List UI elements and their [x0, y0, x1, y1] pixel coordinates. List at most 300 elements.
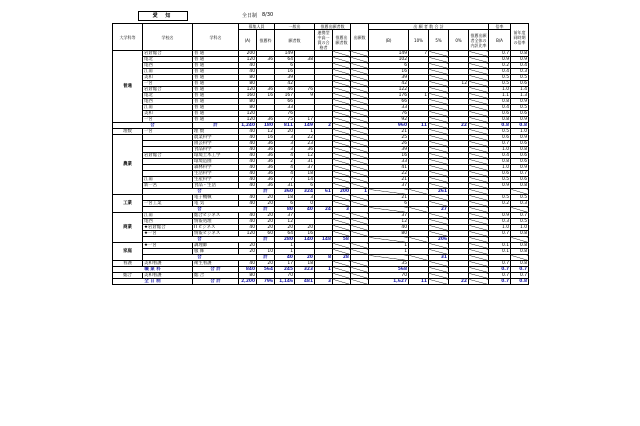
capacity-cell: 40: [239, 201, 257, 207]
capacity-cell: 40: [239, 135, 257, 141]
recommend-cell: 36: [257, 165, 275, 171]
prev-ratio-cell: 0.5: [511, 195, 529, 201]
col-prev: 前年度同時期の倍率: [511, 24, 529, 51]
general-cell: 8: [315, 255, 333, 261]
recommend-cell: 324: [295, 189, 315, 195]
ratio-cell: 0.7: [489, 141, 511, 147]
ratio-cell: 0.8: [489, 159, 511, 165]
dept-cell: 情報ビジネス: [193, 231, 239, 237]
rec-applicants-cell: 6: [295, 183, 315, 189]
rec-applicants-cell: 3: [295, 195, 315, 201]
total-cell: 6: [369, 63, 409, 69]
prev-ratio-cell: 0.8: [511, 123, 529, 129]
category-cell: 理数: [113, 129, 143, 135]
capacity-cell: 40: [239, 195, 257, 201]
recommend-cell: 36: [257, 147, 275, 153]
prev-ratio-cell: 0.7: [511, 171, 529, 177]
dept-cell: 合 計: [193, 279, 239, 285]
total-cell: 176: [369, 93, 409, 99]
school-cell: ★岩倉総合: [143, 225, 193, 231]
school-cell: 一宮: [143, 129, 193, 135]
ratio-cell: 0.5: [489, 81, 511, 87]
total-cell: 37: [369, 183, 409, 189]
general-cell: 1,146: [275, 279, 295, 285]
prev-ratio-cell: 1.0: [511, 225, 529, 231]
total-cell: 26: [369, 141, 409, 147]
capacity-cell: 40: [239, 171, 257, 177]
recommend-cell: 36: [257, 159, 275, 165]
rec-sub-cell: 2: [315, 123, 333, 129]
capacity-cell: 40: [239, 165, 257, 171]
prev-ratio-cell: 0.9: [511, 57, 529, 63]
total-cell: 70: [369, 273, 409, 279]
capacity-cell: 120: [239, 111, 257, 117]
col-total: 出 願 者 数 合 計: [369, 24, 489, 30]
rec-applicants-cell: 16: [295, 231, 315, 237]
pct10-cell: 11: [409, 123, 429, 129]
capacity-cell: 80: [239, 99, 257, 105]
dept-cell: 普 通: [193, 63, 239, 69]
school-cell: 一宮: [143, 117, 193, 123]
capacity-cell: 200: [239, 51, 257, 57]
school-cell: 岩倉総合: [143, 153, 193, 159]
total-cell: 1: [369, 249, 409, 255]
prev-ratio-cell: 0.3: [511, 69, 529, 75]
total-cell: 35: [369, 261, 409, 267]
school-cell: 尾北: [143, 93, 193, 99]
rec-sub-cell: 1: [351, 189, 369, 195]
school-cell: ★一宮: [143, 231, 193, 237]
total-cell: 1: [369, 243, 409, 249]
prev-ratio-cell: 0.7: [511, 273, 529, 279]
capacity-cell: 120: [239, 117, 257, 123]
ratio-cell: 0.7: [489, 279, 511, 285]
general-cell: 4: [275, 153, 295, 159]
pct0-cell: 12: [449, 81, 469, 87]
dept-cell: 衛生看護: [193, 261, 239, 267]
sheet-header: [112, 8, 528, 23]
dept-cell: 調理師: [193, 243, 239, 249]
total-cell: 102: [369, 57, 409, 63]
col-recommend: 推薦枠: [257, 30, 275, 51]
general-cell: 245: [275, 267, 295, 273]
rec-applicants-cell: 323: [295, 267, 315, 273]
dept-cell: 情報処理: [193, 219, 239, 225]
prev-ratio-cell: 0.9: [511, 135, 529, 141]
prev-ratio-cell: 0.7: [511, 213, 529, 219]
prev-ratio-cell: 0.8: [511, 279, 529, 285]
ratio-cell: 1.0: [489, 147, 511, 153]
rec-applicants-cell: 20: [295, 225, 315, 231]
ratio-cell: 0.9: [489, 183, 511, 189]
col-rec: 推薦出願者数: [315, 24, 351, 30]
general-cell: 2: [275, 159, 295, 165]
rec-applicants-cell: 18: [295, 261, 315, 267]
capacity-cell: 80: [275, 207, 295, 213]
dept-cell: 環境造園: [193, 159, 239, 165]
recommend-cell: 20: [295, 255, 315, 261]
total-cell: 12: [369, 219, 409, 225]
total-cell: 16: [369, 153, 409, 159]
prev-ratio-cell: 0.9: [511, 99, 529, 105]
col-p0: 0%: [449, 30, 469, 51]
capacity-cell: 80: [239, 105, 257, 111]
dept-cell: 計: [257, 255, 275, 261]
table-body: [113, 51, 529, 285]
capacity-cell: 20: [239, 243, 257, 249]
rec-applicants-cell: 149: [295, 123, 315, 129]
dept-cell: 普 通: [193, 93, 239, 99]
dept-cell: 計: [257, 237, 275, 243]
dept-cell: 普 通: [193, 75, 239, 81]
total-cell: 22: [369, 171, 409, 177]
row-label: 合: [143, 237, 257, 243]
total-cell: 27: [429, 207, 449, 213]
general-cell: 3: [275, 135, 295, 141]
school-cell: ★一宮: [143, 243, 193, 249]
general-cell: 61: [315, 189, 333, 195]
prev-ratio-cell: 0.6: [511, 153, 529, 159]
recommend-cell: 180: [257, 123, 275, 129]
total-cell: 39: [369, 147, 409, 153]
dept-cell: 普 通: [193, 105, 239, 111]
recommend-cell: 140: [295, 237, 315, 243]
ratio-cell: 0.3: [489, 219, 511, 225]
prev-ratio-cell: 0.5: [511, 75, 529, 81]
total-cell: 149: [369, 51, 409, 57]
capacity-cell: 120: [239, 57, 257, 63]
general-cell: 3: [275, 147, 295, 153]
dept-cell: 生活科学: [193, 171, 239, 177]
general-cell: 42: [275, 81, 295, 87]
capacity-cell: 40: [239, 147, 257, 153]
rec-applicants-cell: 18: [295, 171, 315, 177]
total-cell: 37: [369, 213, 409, 219]
pct10-cell: 1: [409, 93, 429, 99]
rec-applicants-cell: 3: [333, 207, 351, 213]
col-capacity: 募集人員: [239, 24, 275, 30]
recommend-cell: 796: [257, 279, 275, 285]
ratio-cell: 0.8: [489, 117, 511, 123]
capacity-cell: 80: [239, 75, 257, 81]
rec-applicants-cell: 36: [295, 147, 315, 153]
rec-applicants-cell: 76: [295, 87, 315, 93]
prev-ratio-cell: 1.0: [511, 129, 529, 135]
capacity-cell: 40: [239, 183, 257, 189]
region-label: 愛 知: [138, 11, 188, 21]
capacity-cell: 160: [239, 93, 257, 99]
row-label: 全 日 制: [113, 279, 193, 285]
school-cell: 尾西: [143, 219, 193, 225]
school-cell: 新一宮: [143, 183, 193, 189]
general-cell: 31: [275, 183, 295, 189]
admission-sheet: [112, 8, 528, 285]
rec-applicants-cell: 28: [333, 255, 351, 261]
ratio-cell: 0.2: [489, 201, 511, 207]
capacity-cell: 360: [275, 189, 295, 195]
dept-cell: 食品・生活: [193, 183, 239, 189]
total-cell: 960: [369, 123, 409, 129]
general-cell: 20: [275, 225, 295, 231]
total-cell: 122: [369, 87, 409, 93]
dept-cell: 普 通: [193, 117, 239, 123]
prev-ratio-cell: 0.8: [511, 261, 529, 267]
dept-cell: 普 通: [193, 81, 239, 87]
col-general: 一般出: [275, 24, 315, 30]
capacity-cell: 40: [239, 141, 257, 147]
general-cell: 1: [275, 249, 295, 255]
total-cell: 206: [429, 237, 449, 243]
recommend-cell: 40: [295, 207, 315, 213]
total-cell: 21: [369, 195, 409, 201]
general-cell: 12: [275, 219, 295, 225]
school-cell: 美和: [143, 75, 193, 81]
rec-sub-cell: 3: [315, 279, 333, 285]
dept-cell: 理 数: [193, 129, 239, 135]
rec-applicants-cell: 22: [295, 135, 315, 141]
prev-ratio-cell: 0.6: [511, 111, 529, 117]
subtitle: 全日制: [242, 13, 258, 19]
row-label: 合: [113, 123, 193, 129]
recommend-cell: 12: [257, 129, 275, 135]
dept-cell: 環境土木工学: [193, 153, 239, 159]
category-cell: 商業: [113, 213, 143, 243]
pct0-cell: 22: [449, 123, 469, 129]
school-cell: 尾北: [143, 57, 193, 63]
recommend-cell: 16: [257, 135, 275, 141]
dept-cell: 食品科学: [193, 147, 239, 153]
prev-ratio-cell: 0.8: [511, 243, 529, 249]
category-cell: 農業: [113, 135, 143, 195]
prev-ratio-cell: 0.8: [511, 183, 529, 189]
general-cell: 39: [275, 75, 295, 81]
total-cell: 21: [369, 177, 409, 183]
total-cell: 1,627: [369, 279, 409, 285]
general-cell: 64: [275, 57, 295, 63]
school-cell: 江南: [143, 177, 193, 183]
school-cell: 美和看護: [143, 273, 193, 279]
dept-cell: 総合ビジネス: [193, 213, 239, 219]
row-label: 合: [143, 255, 257, 261]
recommend-cell: 20: [257, 195, 275, 201]
general-cell: 37: [275, 213, 295, 219]
general-cell: 1: [275, 243, 295, 249]
application-table: [112, 23, 529, 285]
recommend-cell: 564: [257, 267, 275, 273]
total-cell: 25: [369, 135, 409, 141]
capacity-cell: 80: [239, 81, 257, 87]
dept-cell: 農業科学: [193, 135, 239, 141]
capacity-cell: 40: [239, 219, 257, 225]
capacity-cell: 40: [239, 63, 257, 69]
ratio-cell: 0.4: [489, 105, 511, 111]
school-cell: 岩倉総合: [143, 51, 193, 57]
ratio-cell: 0.6: [489, 171, 511, 177]
dept-cell: 普 通: [193, 87, 239, 93]
general-cell: 149: [275, 51, 295, 57]
capacity-cell: 40: [239, 159, 257, 165]
ratio-cell: 1.0: [489, 165, 511, 171]
ratio-cell: 0.6: [489, 111, 511, 117]
general-cell: 4: [275, 165, 295, 171]
prev-ratio-cell: 0.8: [511, 51, 529, 57]
ratio-cell: 0.5: [489, 195, 511, 201]
school-cell: 美和: [143, 111, 193, 117]
ratio-cell: 0.5: [489, 75, 511, 81]
total-cell: 16: [369, 69, 409, 75]
rec-applicants-cell: 31: [295, 159, 315, 165]
prev-ratio-cell: 0.6: [511, 159, 529, 165]
ratio-cell: 0.4: [489, 153, 511, 159]
dept-cell: 合 計: [193, 267, 239, 273]
recommend-cell: 36: [257, 153, 275, 159]
dept-cell: ITビジネス: [193, 225, 239, 231]
ratio-cell: 0.7: [489, 51, 511, 57]
school-cell: 江南: [143, 105, 193, 111]
pct0-cell: 22: [449, 279, 469, 285]
school-cell: 岩倉総合: [143, 87, 193, 93]
col-rec-a: 連携型中高一貫の合格者: [315, 30, 333, 51]
total-cell: 261: [429, 189, 449, 195]
total-cell: 76: [369, 111, 409, 117]
prev-ratio-cell: 0.3: [511, 201, 529, 207]
category-cell: 家庭: [113, 243, 143, 261]
prev-ratio-cell: 0.6: [511, 81, 529, 87]
rec-applicants-cell: 58: [333, 237, 351, 243]
ratio-cell: 0.9: [489, 213, 511, 219]
recommend-cell: 36: [257, 57, 275, 63]
col-dept: 学科名: [193, 24, 239, 51]
total-cell: 80: [369, 231, 409, 237]
recommend-cell: 20: [257, 225, 275, 231]
prev-ratio-cell: 0.9: [511, 165, 529, 171]
recommend-cell: 60: [257, 231, 275, 237]
ratio-cell: 0.5: [489, 177, 511, 183]
dept-cell: 園芸科学: [193, 141, 239, 147]
ratio-cell: 1.1: [489, 93, 511, 99]
general-cell: 24: [315, 207, 333, 213]
rec-applicants-cell: 481: [295, 279, 315, 285]
dept-cell: 電子機械: [193, 195, 239, 201]
col-cap-unit: (A): [239, 30, 257, 51]
rec-c-cell: [351, 279, 369, 285]
recommend-cell: 36: [257, 183, 275, 189]
rec-applicants-cell: 9: [295, 93, 315, 99]
ratio-cell: 0.7: [489, 231, 511, 237]
capacity-cell: 40: [239, 261, 257, 267]
prev-ratio-cell: 0.5: [511, 105, 529, 111]
general-cell: 46: [275, 87, 295, 93]
recommend-cell: 20: [257, 261, 275, 267]
total-cell: 568: [369, 267, 409, 273]
general-cell: 18: [275, 195, 295, 201]
rec-ratio-cell: [469, 279, 489, 285]
rec-applicants-cell: 23: [295, 141, 315, 147]
rec-applicants-cell: 38: [295, 57, 315, 63]
capacity-cell: 1,240: [239, 123, 257, 129]
dept-cell: 森林科学: [193, 165, 239, 171]
ratio-cell: 0.5: [489, 129, 511, 135]
rec-applicants-cell: 12: [295, 153, 315, 159]
capacity-cell: 840: [239, 267, 257, 273]
ratio-cell: 0.2: [489, 63, 511, 69]
recommend-cell: 20: [257, 213, 275, 219]
category-cell: 普通: [113, 51, 143, 123]
prev-ratio-cell: 0.5: [511, 219, 529, 225]
total-cell: 39: [369, 75, 409, 81]
col-ratio-unit: B/A: [489, 30, 511, 51]
ratio-cell: 0.9: [489, 57, 511, 63]
rec-applicants-cell: 17: [295, 117, 315, 123]
dept-cell: 普 通: [193, 99, 239, 105]
general-cell: 6: [275, 63, 295, 69]
general-cell: 20: [275, 129, 295, 135]
total-cell: 31: [429, 255, 449, 261]
row-label: 合: [143, 207, 257, 213]
capacity-cell: 20: [239, 249, 257, 255]
general-cell: 167: [275, 93, 295, 99]
category-cell: 総合: [113, 273, 143, 279]
capacity-cell: 280: [275, 237, 295, 243]
col-p5: 5%: [429, 30, 449, 51]
rec-sub-cell: 1: [315, 267, 333, 273]
general-cell: 811: [275, 123, 295, 129]
prev-ratio-cell: 1.4: [511, 87, 529, 93]
ratio-cell: 0.6: [489, 135, 511, 141]
school-cell: 江南: [143, 213, 193, 219]
rec-applicants-cell: 1: [295, 129, 315, 135]
grand-total-row: [113, 279, 529, 285]
total-cell: 21: [369, 129, 409, 135]
pct10-cell: 7: [409, 51, 429, 57]
capacity-cell: 40: [239, 153, 257, 159]
general-cell: 17: [275, 261, 295, 267]
capacity-cell: 120: [239, 87, 257, 93]
recommend-cell: 36: [257, 171, 275, 177]
capacity-cell: 80: [239, 273, 257, 279]
row-label: 合: [143, 189, 257, 195]
prev-ratio-cell: 0.7: [511, 267, 529, 273]
col-course: 大学科等: [113, 24, 143, 51]
general-cell: 64: [275, 231, 295, 237]
col-ratio: 倍率: [489, 24, 511, 30]
prev-ratio-cell: 1.3: [511, 93, 529, 99]
capacity-cell: 40: [239, 69, 257, 75]
col-rec-ratio: 推薦出願者全体の内訳比率: [469, 30, 489, 51]
school-cell: 美和看護: [143, 261, 193, 267]
col-p10: 10%: [409, 30, 429, 51]
category-cell: 工業: [113, 195, 143, 213]
total-cell: 6: [369, 201, 409, 207]
ratio-cell: 0.7: [489, 273, 511, 279]
general-cell: 3: [275, 141, 295, 147]
category-cell: 看護: [113, 261, 143, 267]
general-cell: 6: [275, 201, 295, 207]
school-cell: 尾西: [143, 99, 193, 105]
general-cell: 33: [275, 105, 295, 111]
dept-cell: 計: [257, 189, 275, 195]
pct10-cell: 11: [409, 279, 429, 285]
ratio-cell: 0.1: [489, 243, 511, 249]
school-cell: 一宮: [143, 81, 193, 87]
prev-ratio-cell: 0.8: [511, 249, 529, 255]
recommend-cell: 36: [257, 177, 275, 183]
capacity-cell: 40: [239, 213, 257, 219]
col-total-unit: (B): [369, 30, 409, 51]
prev-ratio-cell: 0.6: [511, 177, 529, 183]
recommend-cell: 20: [257, 201, 275, 207]
total-cell: 33: [369, 159, 409, 165]
